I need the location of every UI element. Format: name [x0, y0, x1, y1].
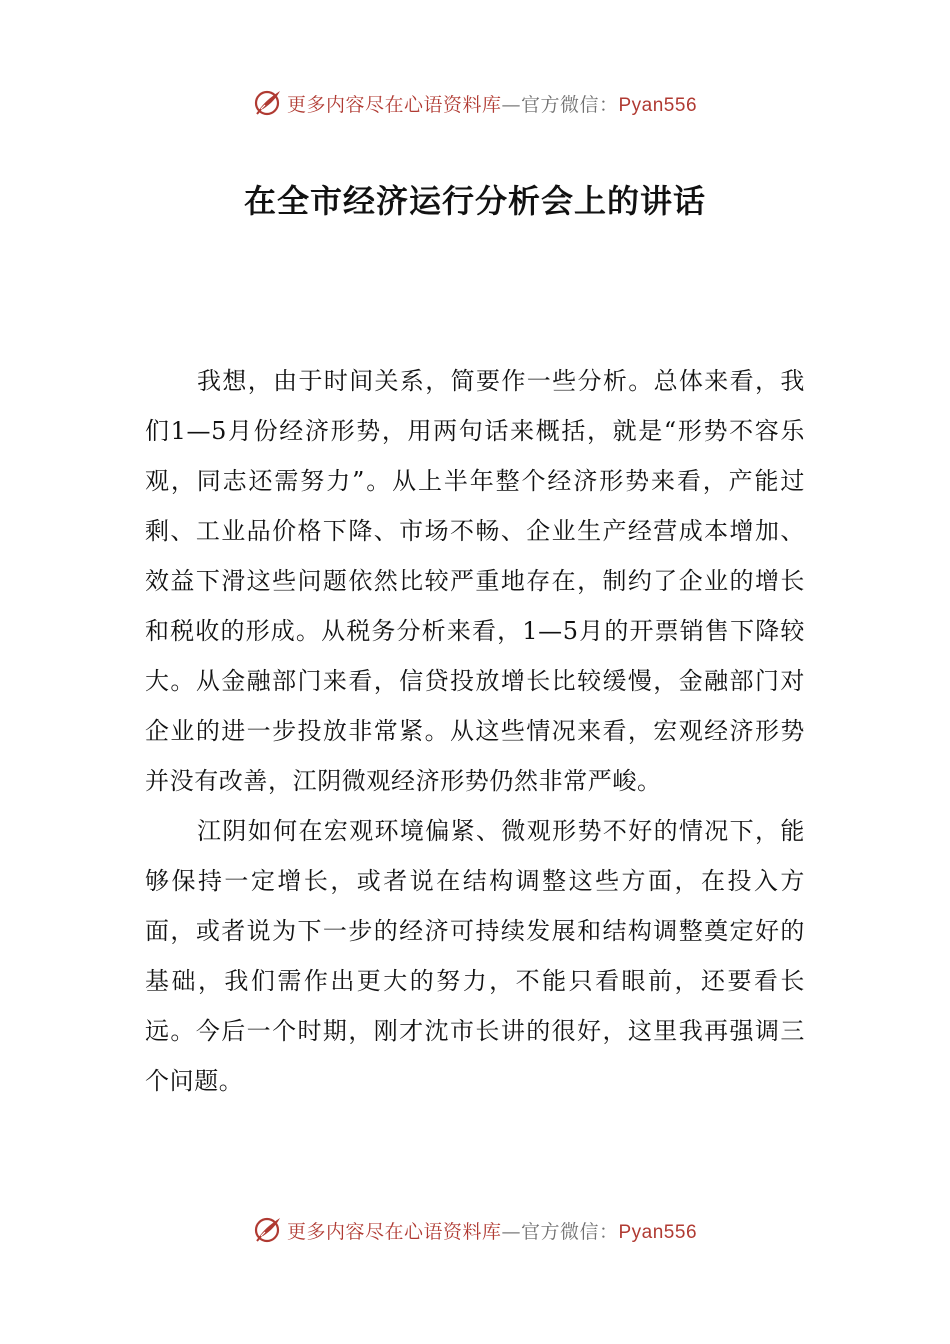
document-title: 在全市经济运行分析会上的讲话 [243, 182, 706, 220]
document-body [145, 356, 805, 1106]
footer-wechat-label: 官方微信： [520, 1220, 619, 1243]
header-wechat-label: 官方微信： [520, 93, 619, 116]
footer-banner [0, 1213, 950, 1247]
footer-banner-text [287, 1217, 697, 1244]
quill-pen-logo-icon [253, 88, 283, 118]
header-separator: — [501, 93, 521, 116]
footer-separator: — [501, 1220, 521, 1243]
header-banner [0, 86, 950, 120]
header-wechat-id: Pyan556 [618, 94, 698, 116]
quill-pen-logo-icon [253, 1215, 283, 1245]
header-site-text: 更多内容尽在心语资料库 [286, 93, 502, 116]
paragraph-2: 江阴如何在宏观环境偏紧、微观形势不好的情况下，能够保持一定增长，或者说在结构调整这些方面，在投入方面，或者说为下一步的经济可持续发展和结构调整奠定好的基础，我们需作出更大的努力，不能只看眼前，还要看长远。今后一个时期，刚才沈市长讲的很好，这里我再强调三个问题。 [145, 817, 805, 1095]
footer-site-text: 更多内容尽在心语资料库 [286, 1220, 502, 1243]
footer-wechat-id: Pyan556 [618, 1221, 698, 1243]
paragraph-1: 我想，由于时间关系，简要作一些分析。总体来看，我们1—5月份经济形势，用两句话来概括，就是“形势不容乐观，同志还需努力”。从上半年整个经济形势来看，产能过剩、工业品价格下降、市场不畅、企业生产经营成本增加、效益下滑这些问题依然比较严重地存在，制约了企业的增长和税收的形成。从税务分析来看，1—5月的开票销售下降较大。从金融部门来看，信贷投放增长比较缓慢，金融部门对企业的进一步投放非常紧。从这些情况来看，宏观经济形势并没有改善，江阴微观经济形势仍然非常严峻。 [145, 367, 805, 795]
header-banner-text [287, 90, 697, 117]
